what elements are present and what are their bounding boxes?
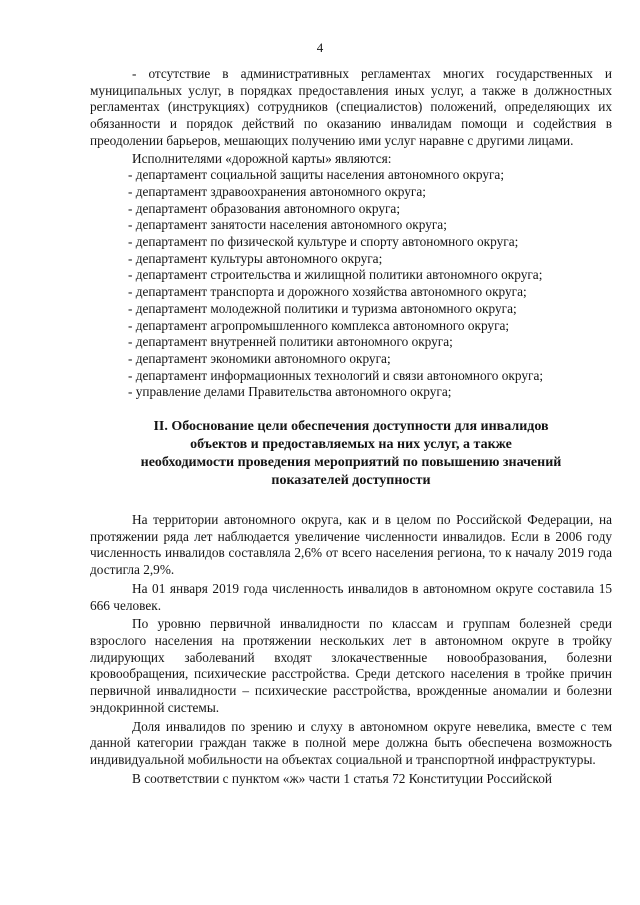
paragraph-diseases: По уровню первичной инвалидности по классам и группам болезней среди взрослого населения на протяжении нескольких лет в автономном округе в тройку лидирующих заболеваний входят злокачественные новообразования, болезни кровообращения, психические расстройства. Среди детского населения в тройке причин первичной инвалидности – психические расстройства, врожденные аномалии и болезни эндокринной системы. [90,616,612,715]
list-item: - департамент транспорта и дорожного хозяйства автономного округа; [128,284,527,300]
executors-title: Исполнителями «дорожной карты» являются: [132,150,392,166]
paragraph-constitution: В соответствии с пунктом «ж» части 1 статья 72 Конституции Российской [132,770,552,786]
list-item: - департамент экономики автономного округа; [128,350,391,366]
list-item: - департамент занятости населения автономного округа; [128,217,447,233]
section-heading-line: показателей доступности [271,473,431,489]
list-item: - департамент образования автономного округа; [128,200,401,216]
section-heading [90,418,612,490]
document-body [90,66,612,787]
list-item: - департамент здравоохранения автономного округа; [128,183,426,199]
section-heading-line: II. Обоснование цели обеспечения доступности для инвалидов [153,419,549,435]
paragraph-count: На 01 января 2019 года численность инвалидов в автономном округе составила 15 666 человек. [90,580,612,613]
list-item: - департамент строительства и жилищной политики автономного округа; [128,267,543,283]
list-item: - департамент внутренней политики автономного округа; [128,334,453,350]
section-heading-line: объектов и предоставляемых на них услуг, а также [190,437,512,453]
paragraph-mobility: Доля инвалидов по зрению и слуху в автономном округе невелика, вместе с тем данной категории граждан также в полной мере должна быть обеспечена возможность индивидуальной мобильности на объектах социальной и транспортной инфраструктуры. [90,718,612,767]
list-item: - департамент культуры автономного округа; [128,250,383,266]
intro-paragraph: - отсутствие в административных регламентах многих государственных и муниципальных услуг, в порядках предоставления иных услуг, а также в должностных регламентах (инструкциях) сотрудников (специалистов) положений, определяющих их обязанности и порядок действий по оказанию инвалидам помощи и содействия в преодолении барьеров, мешающих получению ими услуг наравне с другими лицами. [90,66,612,148]
list-item: - управление делами Правительства автономного округа; [128,384,452,400]
executors-list [90,167,612,401]
list-item: - департамент по физической культуре и спорту автономного округа; [128,234,519,250]
list-item: - департамент социальной защиты населения автономного округа; [128,167,505,183]
page-number: 4 [316,40,324,55]
list-item: - департамент агропромышленного комплекса автономного округа; [128,317,510,333]
list-item: - департамент молодежной политики и туризма автономного округа; [128,300,517,316]
list-item: - департамент информационных технологий и связи автономного округа; [128,367,544,383]
paragraph-population: На территории автономного округа, как и в целом по Российской Федерации, на протяжении ряда лет наблюдается увеличение численности инвалидов. Если в 2006 году численность инвалидов составляла 2,6% от всего населения региона, то к началу 2019 года достигла 2,9%. [90,512,612,578]
section-heading-line: необходимости проведения мероприятий по повышению значений [140,455,562,471]
